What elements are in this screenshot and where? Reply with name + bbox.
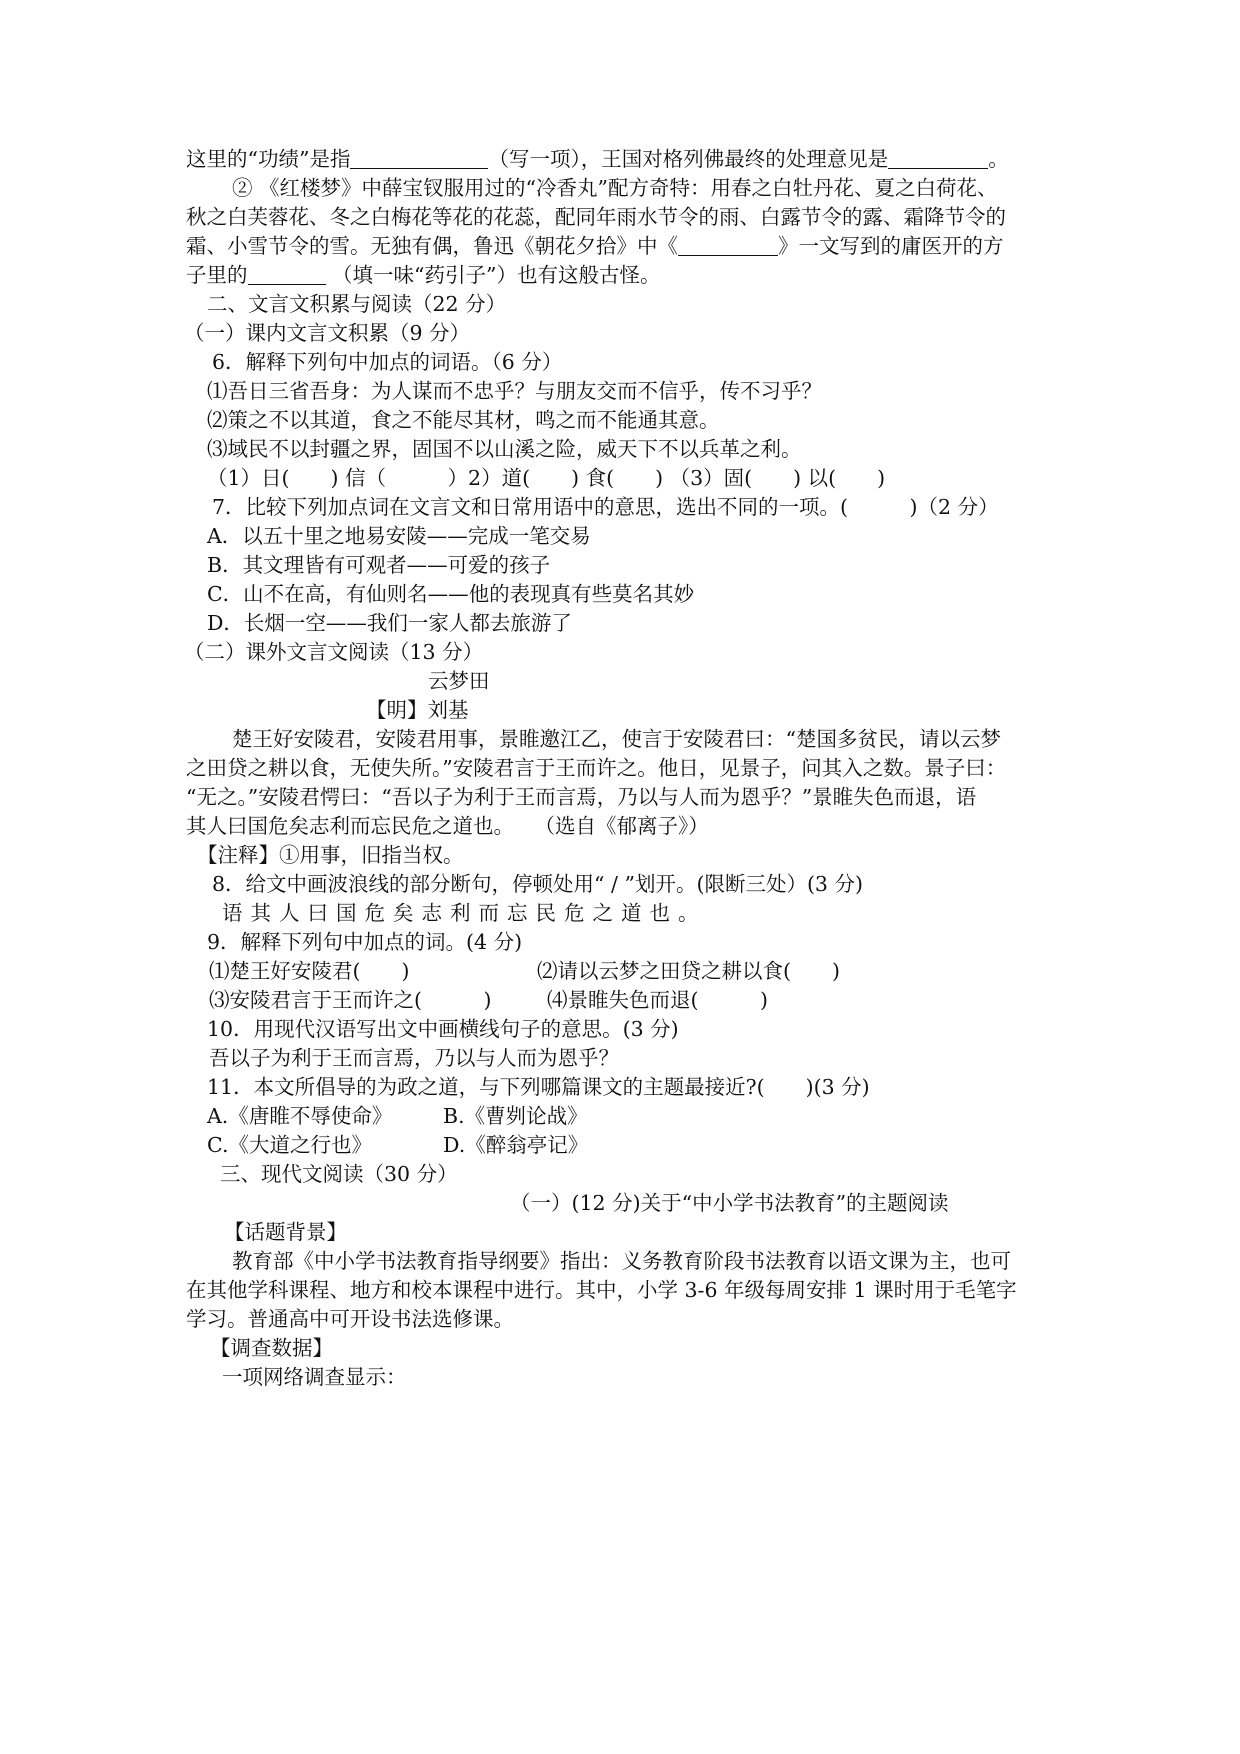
q9-row-1 bbox=[209, 957, 1089, 986]
question-7: 7．比较下列加点词在文言文和日常用语中的意思，选出不同的一项。( )（2 分） bbox=[212, 495, 999, 519]
q6-sentence-3: ⑶域民不以封疆之界，固国不以山溪之险，威天下不以兵革之利。 bbox=[207, 437, 802, 461]
background-text: 学习。普通高中可开设书法选修课。 bbox=[186, 1307, 514, 1331]
question-6: 6．解释下列句中加点的词语。（6 分） bbox=[212, 350, 563, 374]
passage-line: “无之。”安陵君愕曰：“吾以子为利于王而言焉，乃以与人而为恩乎？”景睢失色而退，语 bbox=[186, 785, 977, 809]
text: ⑴楚王好安陵君( ) bbox=[209, 959, 410, 983]
line-3: 秋之白芙蓉花、冬之白梅花等花的花蕊，配同年雨水节令的雨、白露节令的露、霜降节令的 bbox=[186, 205, 1006, 229]
text: 子里的 bbox=[186, 263, 248, 287]
passage-line: 其人曰国危矣志利而忘民危之道也。 （选自《郁离子》） bbox=[186, 814, 709, 838]
q6-sentence-1: ⑴吾日三省吾身：为人谋而不忠乎？与朋友交而不信乎，传不习乎？ bbox=[207, 379, 822, 403]
question-9: 9．解释下列句中加点的词。(4 分) bbox=[207, 930, 523, 954]
answer-blank[interactable] bbox=[888, 148, 988, 169]
section-heading: 三、现代文阅读（30 分） bbox=[220, 1162, 458, 1186]
background-text: 教育部《中小学书法教育指导纲要》指出：义务教育阶段书法教育以语文课为主，也可 bbox=[232, 1249, 1011, 1273]
survey-intro: 一项网络调查显示： bbox=[222, 1365, 407, 1389]
question-8: 8．给文中画波浪线的部分断句，停顿处用“ / ”划开。(限断三处）(3 分) bbox=[212, 872, 863, 896]
q10-sentence: 吾以子为利于王而言焉，乃以与人而为恩乎？ bbox=[209, 1046, 619, 1070]
answer-blank[interactable] bbox=[350, 148, 488, 169]
subsection-heading: （二）课外文言文阅读（13 分） bbox=[184, 640, 484, 664]
option: A.《唐睢不辱使命》 bbox=[207, 1104, 393, 1128]
line-2: ② 《红楼梦》中薛宝钗服用过的“冷香丸”配方奇特：用春之白牡丹花、夏之白荷花、 bbox=[232, 176, 998, 200]
subsection-heading: （一）课内文言文积累（9 分） bbox=[184, 321, 471, 345]
text: ⑷景睢失色而退( ) bbox=[547, 988, 768, 1012]
answer-blank[interactable] bbox=[248, 264, 326, 285]
q7-option-c: C．山不在高，有仙则名——他的表现真有些莫名其妙 bbox=[207, 582, 695, 606]
text: 》一文写到的庸医开的方 bbox=[778, 234, 1004, 258]
line-5 bbox=[186, 261, 1066, 290]
passage-author: 【明】刘基 bbox=[366, 698, 469, 722]
line-1 bbox=[186, 145, 1066, 174]
q7-option-b: B．其文理皆有可观者——可爱的孩子 bbox=[207, 553, 551, 577]
q6-sentence-2: ⑵策之不以其道，食之不能尽其材，鸣之而不能通其意。 bbox=[207, 408, 720, 432]
option: D.《醉翁亭记》 bbox=[443, 1133, 589, 1157]
option: C.《大道之行也》 bbox=[207, 1133, 372, 1157]
passage-line: 之田贷之耕以食，无使失所。”安陵君言于王而许之。他日，见景子，问其入之数。景子曰： bbox=[186, 756, 1007, 780]
text: ⑵请以云梦之田贷之耕以食( ) bbox=[537, 959, 840, 983]
q7-option-d: D．长烟一空——我们一家人都去旅游了 bbox=[207, 611, 572, 635]
question-11: 11．本文所倡导的为政之道，与下列哪篇课文的主题最接近?( )(3 分) bbox=[207, 1075, 870, 1099]
survey-data-heading: 【调查数据】 bbox=[210, 1336, 333, 1360]
option: B.《曹刿论战》 bbox=[443, 1104, 588, 1128]
text: 霜、小雪节令的雪。无独有偶，鲁迅《朝花夕拾》中《 bbox=[186, 234, 678, 258]
annotation: 【注释】①用事，旧指当权。 bbox=[197, 843, 464, 867]
topic-background-heading: 【话题背景】 bbox=[224, 1220, 347, 1244]
text: （填一味“药引子”）也有这般古怪。 bbox=[325, 263, 661, 287]
q9-row-2 bbox=[209, 986, 1089, 1015]
passage-title: 云梦田 bbox=[428, 669, 490, 693]
question-10: 10．用现代汉语写出文中画横线句子的意思。(3 分) bbox=[207, 1017, 679, 1041]
text: 。 bbox=[988, 147, 1009, 171]
background-text: 在其他学科课程、地方和校本课程中进行。其中，小学 3-6 年级每周安排 1 课时用于毛笔字 bbox=[186, 1278, 1017, 1302]
q11-row-2 bbox=[207, 1131, 1087, 1160]
q8-sentence: 语其人曰国危矣志利而忘民危之道也。 bbox=[222, 901, 707, 925]
text: （写一项），王国对格列佛最终的处理意见是 bbox=[488, 147, 889, 171]
line-4 bbox=[186, 232, 1066, 261]
subsection-heading: （一）(12 分)关于“中小学书法教育”的主题阅读 bbox=[510, 1191, 949, 1215]
answer-blank[interactable] bbox=[678, 235, 778, 256]
q11-row-1 bbox=[207, 1102, 1087, 1131]
passage-line: 楚王好安陵君，安陵君用事，景睢邀江乙，使言于安陵君曰：“楚国多贫民，请以云梦 bbox=[232, 727, 1001, 751]
q6-answers: （1）日( ) 信（ ）2）道( ) 食( ) （3）固( ) 以( ) bbox=[207, 466, 886, 490]
text: ⑶安陵君言于王而许之( ) bbox=[209, 988, 492, 1012]
text: 这里的“功绩”是指 bbox=[186, 147, 351, 171]
section-heading: 二、文言文积累与阅读（22 分） bbox=[207, 292, 507, 316]
q7-option-a: A．以五十里之地易安陵——完成一笔交易 bbox=[207, 524, 591, 548]
